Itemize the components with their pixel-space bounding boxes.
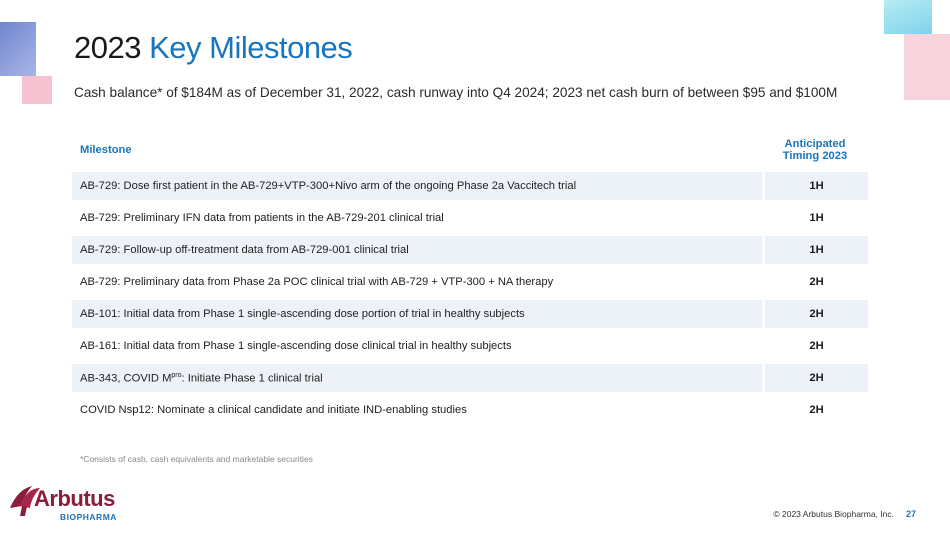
timing-cell: 2H xyxy=(762,396,868,424)
milestone-cell: AB-729: Follow-up off-treatment data from AB-729-001 clinical trial xyxy=(72,236,762,264)
table-row xyxy=(72,364,868,392)
milestone-cell: AB-729: Preliminary data from Phase 2a POC clinical trial with AB-729 + VTP-300 + NA therapy xyxy=(72,268,762,296)
header-milestone: Milestone xyxy=(80,144,132,156)
milestone-cell: AB-729: Dose first patient in the AB-729+VTP-300+Nivo arm of the ongoing Phase 2a Vaccitech trial xyxy=(72,172,762,200)
milestone-table xyxy=(72,128,868,428)
timing-cell: 1H xyxy=(762,236,868,264)
milestone-cell: COVID Nsp12: Nominate a clinical candidate and initiate IND-enabling studies xyxy=(72,396,762,424)
decor-square-pink xyxy=(22,76,52,104)
header-timing xyxy=(762,132,868,168)
page-title xyxy=(74,30,352,66)
timing-cell: 1H xyxy=(762,172,868,200)
timing-cell: 1H xyxy=(762,204,868,232)
title-keyword: Key Milestones xyxy=(149,30,353,65)
arbutus-logo xyxy=(8,482,138,524)
footnote: *Consists of cash, cash equivalents and marketable securities xyxy=(80,454,313,464)
table-row xyxy=(72,332,868,360)
timing-cell: 2H xyxy=(762,268,868,296)
table-row xyxy=(72,396,868,424)
table-row xyxy=(72,204,868,232)
timing-cell: 2H xyxy=(762,364,868,392)
cash-summary: Cash balance* of $184M as of December 31, 2022, cash runway into Q4 2024; 2023 net cash burn of between $95 and $100M xyxy=(74,85,838,100)
milestone-cell: AB-101: Initial data from Phase 1 single-ascending dose portion of trial in healthy subjects xyxy=(72,300,762,328)
table-row xyxy=(72,172,868,200)
table-row xyxy=(72,268,868,296)
decor-square-cyan xyxy=(884,0,932,34)
milestone-cell: AB-729: Preliminary IFN data from patients in the AB-729-201 clinical trial xyxy=(72,204,762,232)
timing-cell: 2H xyxy=(762,300,868,328)
decor-square-blue xyxy=(0,22,36,76)
header-timing-line1: Anticipated xyxy=(784,138,846,150)
milestone-text-post: : Initiate Phase 1 clinical trial xyxy=(181,372,323,385)
header-timing-line2: Timing 2023 xyxy=(782,150,848,162)
logo-wordmark: Arbutus xyxy=(34,486,115,511)
copyright-text: © 2023 Arbutus Biopharma, Inc. xyxy=(773,509,894,519)
timing-cell: 2H xyxy=(762,332,868,360)
milestone-text-pre: AB-343, COVID M xyxy=(80,372,172,385)
table-row xyxy=(72,236,868,264)
table-row xyxy=(72,300,868,328)
page-number: 27 xyxy=(905,509,916,519)
logo-subtext: BIOPHARMA xyxy=(60,512,117,522)
table-header-row xyxy=(72,132,868,168)
milestone-superscript: pro xyxy=(171,371,182,379)
title-year: 2023 xyxy=(74,30,141,65)
decor-square-rose xyxy=(904,34,950,100)
milestone-cell: AB-161: Initial data from Phase 1 single-ascending dose clinical trial in healthy subjects xyxy=(72,332,762,360)
milestone-cell xyxy=(72,364,762,392)
